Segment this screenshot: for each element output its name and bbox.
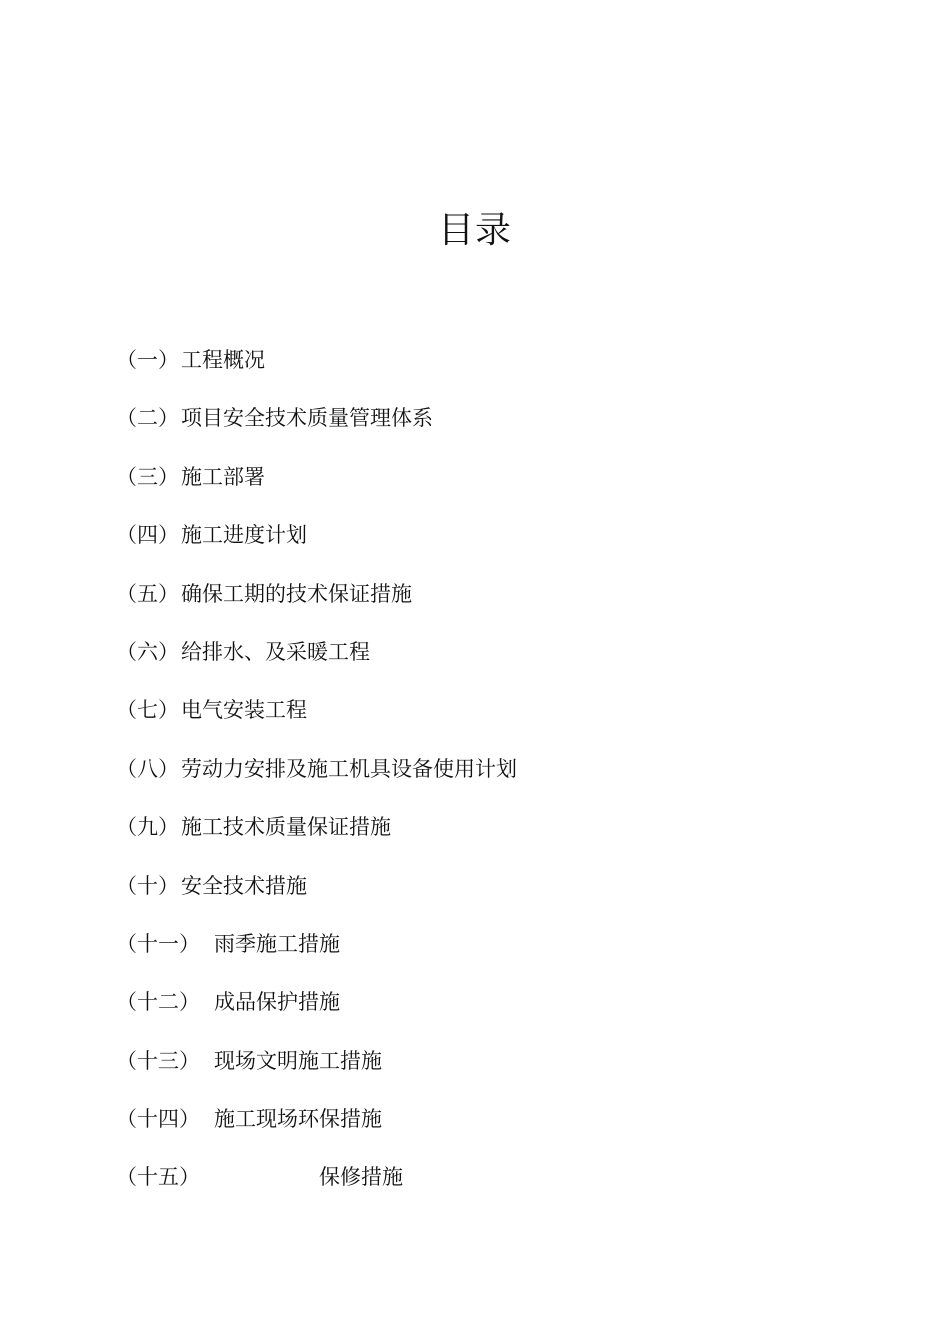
toc-item[interactable] <box>116 457 876 515</box>
toc-item-title: 施工部署 <box>181 464 265 489</box>
toc-item-title: 劳动力安排及施工机具设备使用计划 <box>181 756 517 781</box>
toc-item[interactable] <box>116 866 876 924</box>
toc-item-number: （十） <box>116 873 179 898</box>
toc-item[interactable] <box>116 1041 876 1099</box>
toc-item-title: 保修措施 <box>319 1165 403 1190</box>
page-title: 目录 <box>437 210 512 251</box>
toc-item[interactable] <box>116 632 876 690</box>
toc-item-number: （六） <box>116 639 179 664</box>
toc-item[interactable] <box>116 1099 876 1157</box>
toc-item-number: （二） <box>116 406 179 431</box>
toc-item[interactable] <box>116 690 876 748</box>
toc-item-number: （十三） <box>116 1048 200 1073</box>
toc-item[interactable] <box>116 749 876 807</box>
toc-item[interactable] <box>116 807 876 865</box>
toc-item-title: 确保工期的技术保证措施 <box>181 581 412 606</box>
toc-item-title: 雨季施工措施 <box>214 931 340 956</box>
toc-item-title: 项目安全技术质量管理体系 <box>181 406 433 431</box>
toc-item[interactable] <box>116 924 876 982</box>
toc-item-title: 工程概况 <box>181 348 265 372</box>
toc-item-title: 电气安装工程 <box>181 698 307 723</box>
toc-item-number: （十四） <box>116 1107 200 1132</box>
toc-item[interactable] <box>116 982 876 1040</box>
toc-item[interactable] <box>116 515 876 573</box>
toc-item-title: 安全技术措施 <box>181 873 307 898</box>
toc-item-number: （九） <box>116 815 179 840</box>
toc-item[interactable] <box>116 340 876 398</box>
toc-item-title: 成品保护措施 <box>214 990 340 1015</box>
toc-item-number: （一） <box>116 348 179 372</box>
toc-item-number: （十一） <box>116 931 200 956</box>
toc-item-title: 给排水、及采暖工程 <box>181 639 370 664</box>
toc-item-title: 现场文明施工措施 <box>214 1048 382 1073</box>
toc-item-number: （十二） <box>116 990 200 1015</box>
toc-item[interactable] <box>116 1157 876 1215</box>
toc-item-title: 施工现场环保措施 <box>214 1107 382 1132</box>
table-of-contents <box>116 340 876 1216</box>
toc-item-number: （八） <box>116 756 179 781</box>
toc-item-title: 施工进度计划 <box>181 523 307 548</box>
toc-item-title: 施工技术质量保证措施 <box>181 815 391 840</box>
toc-item-number: （七） <box>116 698 179 723</box>
toc-item-number: （三） <box>116 464 179 489</box>
toc-item[interactable] <box>116 574 876 632</box>
toc-item-number: （十五） <box>116 1165 200 1190</box>
toc-item[interactable] <box>116 398 876 456</box>
toc-item-number: （五） <box>116 581 179 606</box>
toc-item-number: （四） <box>116 523 179 548</box>
